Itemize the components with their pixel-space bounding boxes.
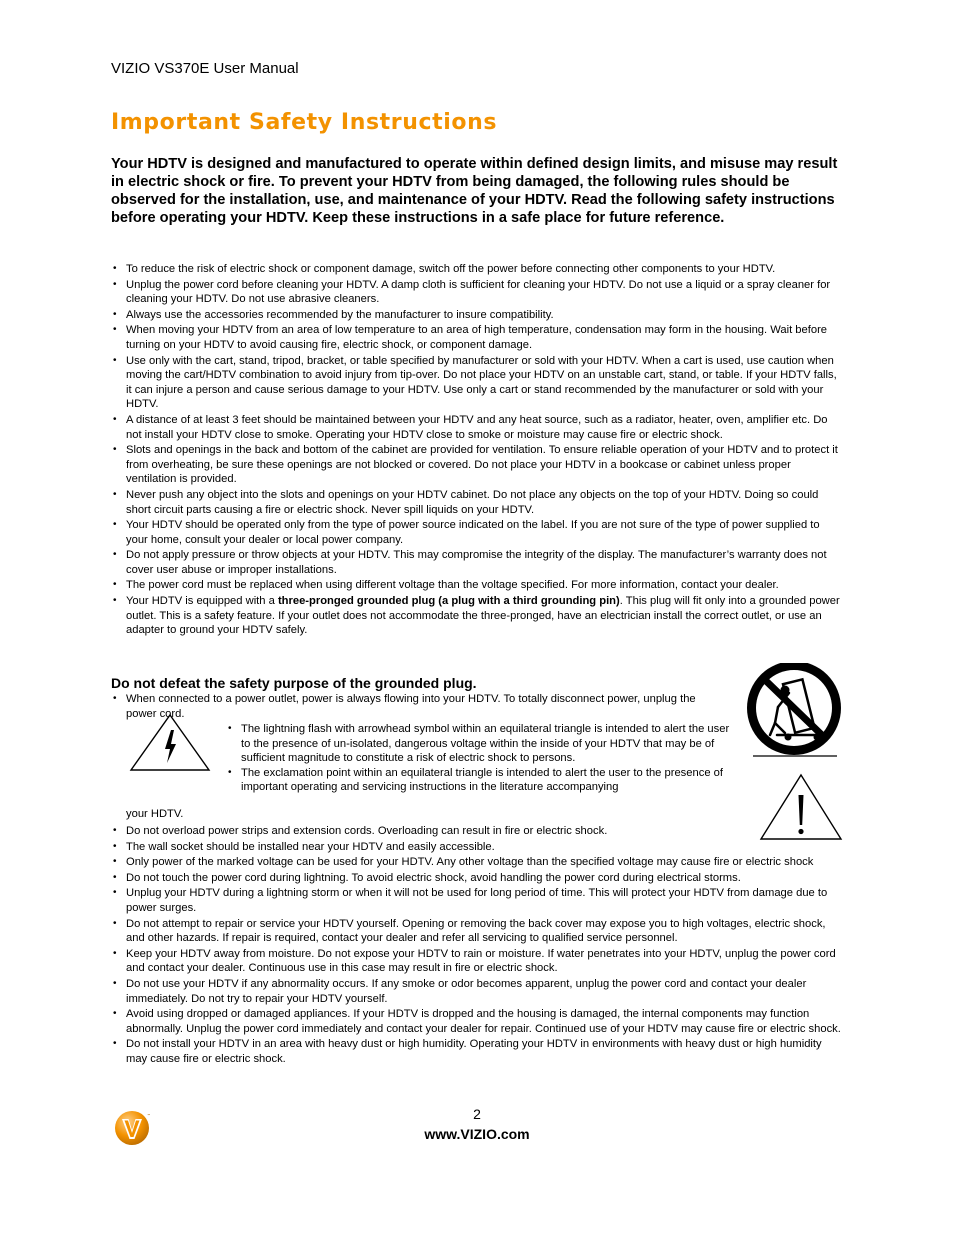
grounded-plug-text-before: Your HDTV is equipped with a <box>126 595 278 608</box>
grounded-plug-text-bold: three-pronged grounded plug (a plug with a third grounding pin) <box>277 595 620 608</box>
safety-list-bottom <box>111 824 844 1068</box>
symbol-notes-tail: your HDTV. <box>126 808 184 820</box>
list-item: • To reduce the risk of electric shock or component damage, switch off the power before connecting other components to your HDTV. <box>111 262 844 277</box>
lightning-warning-icon <box>129 713 211 773</box>
symbol-notes-list <box>226 722 736 795</box>
list-item: • A distance of at least 3 feet should be maintained between your HDTV and any heat source, such as a radiator, heater, oven, amplifier etc. Do not install your HDTV close to smoke. Operating your HDTV close to smoke or moisture may cause fire or electric shock. <box>111 413 844 442</box>
list-item: • Do not overload power strips and extension cords. Overloading can result in fire or electric shock. <box>111 824 844 839</box>
list-item: • When moving your HDTV from an area of low temperature to an area of high temperature, condensation may form in the housing. Wait before turning on your HDTV to avoid causing fire, electric shock, or component damage. <box>111 323 844 352</box>
list-item: • Always use the accessories recommended by the manufacturer to insure compatibility. <box>111 308 844 323</box>
list-item: • Never push any object into the slots and openings on your HDTV cabinet. Do not place any objects on the top of your HDTV. Doing so could short circuit parts causing a fire or electric shock. Never spill liquids on your HDTV. <box>111 488 844 517</box>
svg-text:™: ™ <box>147 1113 151 1118</box>
list-item: • The lightning flash with arrowhead symbol within an equilateral triangle is intended to alert the user to the presence of un-isolated, dangerous voltage within the inside of your HDTV that may be of sufficient magnitude to constitute a risk of electric shock to persons. <box>226 722 736 766</box>
list-item: • When connected to a power outlet, power is always flowing into your HDTV. To totally disconnect power, unplug the power cord. <box>111 692 711 721</box>
intro-paragraph: Your HDTV is designed and manufactured to operate within defined design limits, and misuse may result in electric shock or fire. To prevent your HDTV from being damaged, the following rules should be observed for the installation, use, and maintenance of your HDTV. Read the following safety instructions before operating your HDTV. Keep these instructions in a safe place for future reference. <box>111 156 838 226</box>
list-item: • The power cord must be replaced when using different voltage than the voltage specified. For more information, contact your dealer. <box>111 578 844 593</box>
list-item: • Do not use your HDTV if any abnormality occurs. If any smoke or odor becomes apparent, unplug the power cord and contact your dealer immediately. Do not try to repair your HDTV yourself. <box>111 977 844 1006</box>
safety-list-top <box>111 262 844 639</box>
page-number: 2 <box>473 1106 481 1122</box>
list-item: • Do not apply pressure or throw objects at your HDTV. This may compromise the integrity of the display. The manufacturer’s warranty does not cover user abuse or improper installations. <box>111 548 844 577</box>
cart-tip-over-icon <box>745 663 843 761</box>
list-item: • Do not attempt to repair or service your HDTV yourself. Opening or removing the back cover may expose you to high voltages, electric shock, and other hazards. If repair is required, contact your dealer and refer all servicing to qualified service personnel. <box>111 917 844 946</box>
list-item: • Do not touch the power cord during lightning. To avoid electric shock, avoid handling the power cord during electrical storms. <box>111 871 844 886</box>
list-item: • Keep your HDTV away from moisture. Do not expose your HDTV to rain or moisture. If water penetrates into your HDTV, unplug the power cord and contact your dealer. Continuous use in this case may result in fire or electric shock. <box>111 947 844 976</box>
grounded-plug-subheading: Do not defeat the safety purpose of the grounded plug. <box>111 675 477 691</box>
list-item: • Avoid using dropped or damaged appliances. If your HDTV is dropped and the housing is damaged, the internal components may function abnormally. Unplug the power cord immediately and contact your dealer for repair. Continued use of your HDTV may cause fire or electric shock. <box>111 1007 844 1036</box>
page-title: Important Safety Instructions <box>111 110 498 135</box>
page-header: VIZIO VS370E User Manual <box>111 60 299 77</box>
list-item: • Your HDTV should be operated only from the type of power source indicated on the label. If you are not sure of the type of power supplied to your home, consult your dealer or local power company. <box>111 518 844 547</box>
list-item: • The exclamation point within an equilateral triangle is intended to alert the user to the presence of important operating and servicing instructions in the literature accompanying <box>226 766 736 795</box>
grounded-plug-text-after: . This plug will fit only into a grounded power outlet. This is a safety feature. If your outlet does not accommodate the three-pronged, have an electrician install the correct outlet, or use an adapter to ground your HDTV safely. <box>126 595 840 637</box>
list-item: • Only power of the marked voltage can be used for your HDTV. Any other voltage than the specified voltage may cause fire or electric shock <box>111 855 844 870</box>
list-item: • The wall socket should be installed near your HDTV and easily accessible. <box>111 840 844 855</box>
list-item: • Unplug the power cord before cleaning your HDTV. A damp cloth is sufficient for cleaning your HDTV. Do not use a liquid or a spray cleaner for cleaning your HDTV. Do not use abrasive cleaners. <box>111 278 844 307</box>
list-item: • Unplug your HDTV during a lightning storm or when it will not be used for long period of time. This will protect your HDTV from damage due to power surges. <box>111 886 844 915</box>
list-item: • Do not install your HDTV in an area with heavy dust or high humidity. Operating your HDTV in environments with heavy dust or high humidity may cause fire or electric shock. <box>111 1037 844 1066</box>
list-item: • Use only with the cart, stand, tripod, bracket, or table specified by manufacturer or sold with your HDTV. When a cart is used, use caution when moving the cart/HDTV combination to avoid injury from tip-over. Do not place your HDTV on an unstable cart, stand, or table. If your HDTV falls, it can injure a person and cause serious damage to your HDTV. Use only a cart or stand recommended by the manufacturer or sold with your HDTV. <box>111 354 844 412</box>
list-item: • Slots and openings in the back and bottom of the cabinet are provided for ventilation. To ensure reliable operation of your HDTV and to protect it from overheating, be sure these openings are not blocked or covered. Do not place your HDTV in a bookcase or cabinet unless proper ventilation is provided. <box>111 443 844 487</box>
footer-url: www.VIZIO.com <box>424 1126 530 1142</box>
list-item-grounded-plug <box>111 594 844 638</box>
